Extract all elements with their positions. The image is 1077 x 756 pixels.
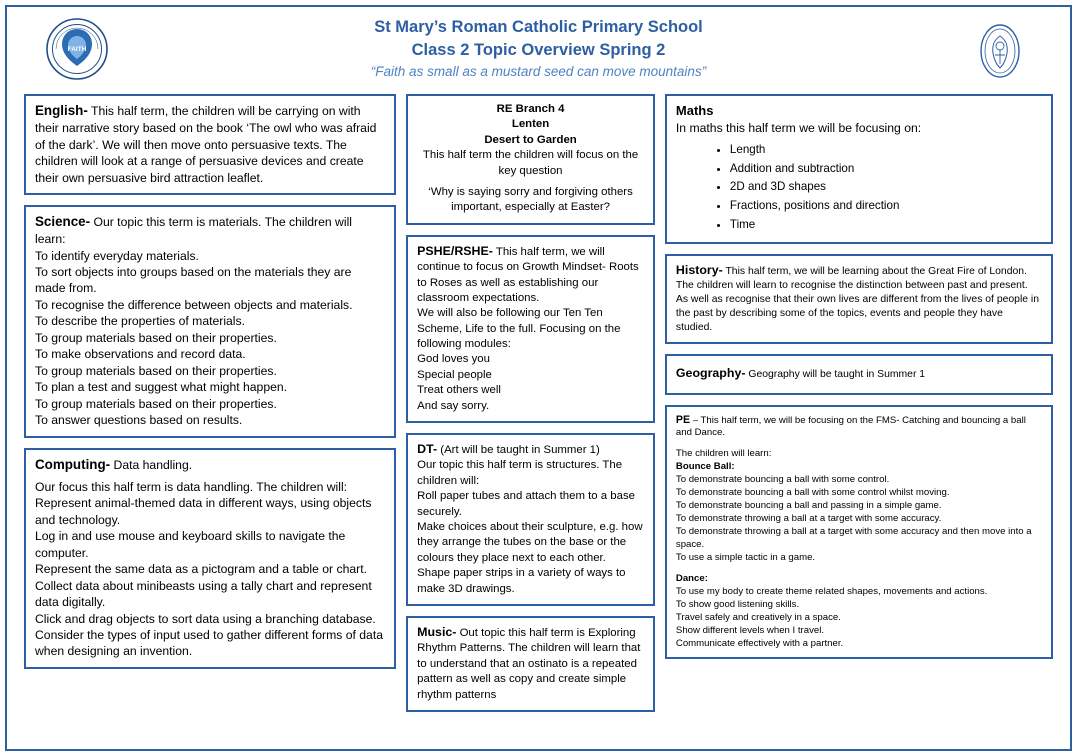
pe-section2-line: Communicate effectively with a partner. (675, 637, 844, 649)
middle-column (406, 94, 655, 722)
science-line: To group materials based on their properties. (35, 396, 277, 411)
history-heading: History- (675, 263, 723, 278)
pshe-body: This half term, we will continue to focus on Growth Mindset- Roots to Roses as well as establishing our classroom expectations. (417, 245, 639, 304)
science-line: To plan a test and suggest what might happen. (35, 380, 288, 395)
geography-heading: Geography- (675, 366, 746, 381)
science-line: To group materials based on their properties. (35, 330, 277, 345)
computing-line: Collect data about minibeasts using a tally chart and represent data digitally. (35, 578, 372, 610)
card-pe (665, 405, 1053, 660)
science-line: To identify everyday materials. (35, 248, 199, 263)
re-question: ‘Why is saying sorry and forgiving others important, especially at Easter? (428, 185, 633, 214)
pe-section2-line: Show different levels when I travel. (675, 624, 824, 636)
computing-heading: Computing- (35, 456, 111, 472)
english-body: This half term, the children will be carrying on with their narrative story based on the book ‘The owl who was afraid of the dark’. We will then move onto persuasive texts. The children will look at a range of persuasive devices and create their own persuasive bird attraction leaflet. (35, 104, 377, 185)
maths-bullet-list (676, 142, 1042, 232)
computing-line: Our focus this half term is data handling. The children will: (35, 479, 348, 494)
maths-bullet: • Time (730, 217, 1042, 233)
science-line: To sort objects into groups based on the materials they are made from. (35, 265, 352, 296)
dt-line: Roll paper tubes and attach them to a base securely. (417, 490, 635, 518)
pe-section1-title: Bounce Ball: (675, 461, 735, 473)
card-english (24, 94, 396, 195)
computing-subtitle: Data handling. (110, 457, 193, 472)
science-intro: Our topic this term is materials. The children will learn: (35, 214, 352, 247)
card-science (24, 205, 396, 438)
science-line: To make observations and record data. (35, 347, 246, 362)
right-column (665, 94, 1053, 669)
computing-line: Represent animal-themed data in different ways, using objects and technology. (35, 496, 372, 527)
card-maths (665, 94, 1053, 244)
music-body: Out topic this half term is Exploring Rhythm Patterns. The children will learn that to understand that an ostinato is a repeated pattern as well as copy and create simple rhythm patterns (417, 626, 641, 701)
pe-section2-title: Dance: (675, 572, 708, 584)
pshe-module: Special people (417, 368, 492, 381)
page-header (16, 10, 1061, 88)
school-motto: “Faith as small as a mustard seed can move mountains” (370, 63, 707, 79)
computing-line: Log in and use mouse and keyboard skills to navigate the computer. (35, 529, 346, 560)
pe-heading: PE (675, 413, 691, 426)
computing-line: Represent the same data as a pictogram and a table or chart. (35, 562, 367, 577)
science-line: To describe the properties of materials. (35, 314, 245, 329)
card-re (406, 94, 655, 225)
school-name: St Mary’s Roman Catholic Primary School (374, 18, 703, 37)
maths-bullet: • Length (730, 142, 1042, 158)
dt-note: (Art will be taught in Summer 1) (437, 444, 600, 457)
card-history (665, 254, 1053, 344)
pe-section1-line: To demonstrate throwing a ball at a target with some accuracy and then move into a space. (675, 526, 1032, 550)
pshe-module: God loves you (417, 353, 490, 366)
pshe-module: And say sorry. (417, 399, 490, 412)
pe-section2-line: To use my body to create theme related shapes, movements and actions. (675, 585, 988, 597)
pe-section2-line: To show good listening skills. (675, 598, 800, 610)
geography-body: Geography will be taught in Summer 1 (745, 369, 926, 381)
computing-line: Click and drag objects to sort data using a branching database. (35, 611, 376, 626)
card-computing (24, 448, 396, 669)
re-title-3: Desert to Garden (484, 133, 577, 146)
left-column (24, 94, 396, 679)
marian-emblem-icon (973, 22, 1027, 80)
card-pshe (406, 235, 655, 423)
pe-intro: – This half term, we will be focusing on the FMS- Catching and bouncing a ball and Dance. (675, 414, 1026, 439)
re-title-1: RE Branch 4 (496, 103, 565, 115)
pe-section1-line: To demonstrate throwing a ball at a target with some accuracy. (675, 513, 942, 525)
maths-intro: In maths this half term we will be focusing on: (675, 120, 922, 135)
card-music (406, 616, 655, 712)
english-heading: English- (35, 103, 88, 118)
pe-section1-line: To demonstrate bouncing a ball with some control. (675, 474, 890, 486)
science-line: To recognise the difference between objects and materials. (35, 297, 353, 312)
school-crest-icon (46, 18, 108, 80)
card-dt (406, 433, 655, 606)
maths-bullet: • 2D and 3D shapes (730, 179, 1042, 195)
dt-line: Our topic this half term is structures. The children will: (417, 459, 623, 487)
pshe-heading: PSHE/RSHE- (417, 243, 493, 258)
dt-line: Make choices about their sculpture, e.g. how they arrange the tubes on the base or the colours they place next to each other. (417, 520, 643, 564)
svg-text:FAITH: FAITH (67, 46, 87, 53)
dt-heading: DT- (417, 442, 438, 457)
science-line: To answer questions based on results. (35, 413, 243, 428)
history-body: This half term, we will be learning about the Great Fire of London. The children will learn to recognise the distinction between past and present. As well as recognise that their own lives are different from the lives of people in the past by describing some of the topics, events and people they have studied. (675, 266, 1040, 334)
science-line: To group materials based on their properties. (35, 363, 277, 378)
re-title-2: Lenten (511, 118, 550, 131)
pshe-body2: We will also be following our Ten Ten Scheme, Life to the full. Focusing on the following modules: (417, 307, 621, 351)
class-title: Class 2 Topic Overview Spring 2 (411, 41, 666, 60)
pe-section1-line: To demonstrate bouncing a ball with some control whilst moving. (675, 487, 950, 499)
card-geography (665, 354, 1053, 394)
pe-section1-line: To demonstrate bouncing a ball and passing in a simple game. (675, 500, 942, 512)
science-heading: Science- (35, 213, 91, 229)
re-body: This half term the children will focus on the key question (422, 149, 639, 177)
pshe-module: Treat others well (417, 384, 501, 397)
header-text-block (371, 17, 706, 80)
computing-line: Consider the types of input used to gather different forms of data when designing an invention. (35, 628, 384, 659)
pe-learn-label: The children will learn: (675, 448, 772, 460)
content-columns (6, 88, 1071, 722)
music-heading: Music- (417, 624, 457, 639)
maths-bullet: • Addition and subtraction (730, 161, 1042, 177)
maths-bullet: • Fractions, positions and direction (730, 198, 1042, 214)
pe-section2-line: Travel safely and creatively in a space. (675, 611, 841, 623)
pe-section1-line: To use a simple tactic in a game. (675, 551, 816, 563)
dt-line: Shape paper strips in a variety of ways to make 3D drawings. (417, 567, 626, 595)
maths-heading: Maths (675, 103, 714, 118)
